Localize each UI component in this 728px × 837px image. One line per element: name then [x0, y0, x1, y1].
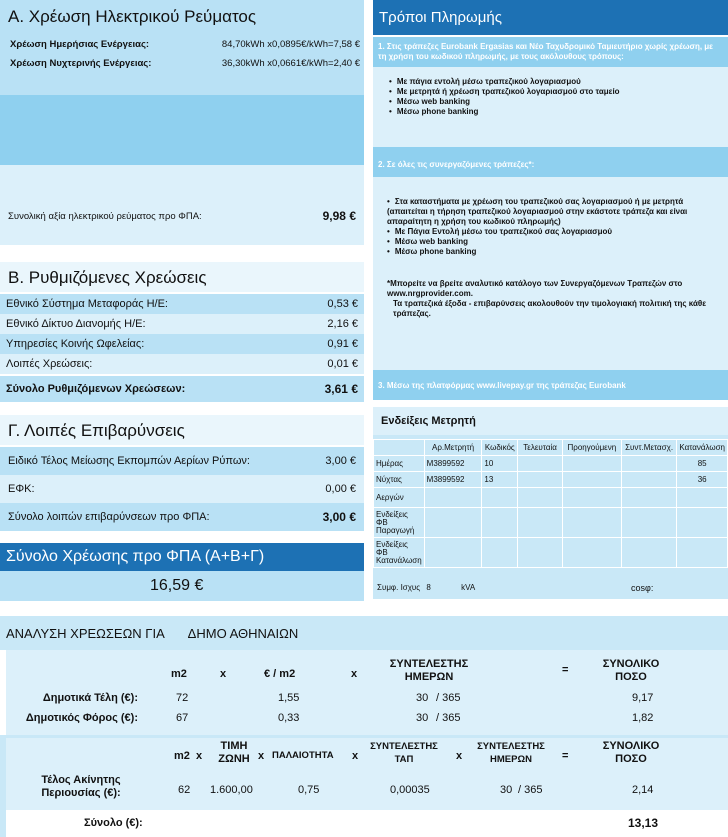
meter-consumption: 36 — [677, 472, 728, 488]
row-label: Ενδείξεις ΦΒ Παραγωγή — [374, 508, 425, 538]
row-eur: 1,55 — [278, 692, 300, 704]
other-charge-row — [0, 475, 364, 503]
sum-label: Σύνολο (€): — [84, 817, 143, 829]
row-label: Χρέωση Νυχτερινής Ενέργειας: — [10, 58, 152, 69]
regulated-row — [0, 314, 364, 334]
banks-note: *Μπορείτε να βρείτε αναλυτικό κατάλογο των Συνεργαζόμενων Τραπεζών στο www.nrgprovider.com. — [387, 279, 683, 298]
row-days: 30 — [500, 784, 513, 796]
row-value: 0,53 € — [327, 298, 358, 310]
row-total: 9,17 — [632, 692, 654, 704]
municipal-block-1-bg — [6, 650, 728, 735]
payment-option-2 — [373, 147, 728, 177]
total-value: 3,61 € — [324, 382, 358, 396]
regulated-row — [0, 354, 364, 374]
section-c-header — [0, 415, 364, 445]
meter-row-pv-production — [374, 508, 728, 538]
municipal-sum-row — [6, 810, 728, 837]
total-value: 9,98 € — [322, 209, 356, 223]
grand-total-box — [0, 571, 364, 601]
meter-consumption: 85 — [677, 456, 728, 472]
meter-number: M3899592 — [424, 472, 482, 488]
section-b-title: Β. Ρυθμιζόμενες Χρεώσεις — [8, 268, 207, 287]
hdr-times: x — [258, 750, 265, 762]
meter-previous — [562, 456, 621, 472]
payment-title: Τρόποι Πληρωμής — [379, 9, 502, 26]
fees-note: Τα τραπεζικά έξοδα - επιβαρύνσεις ακολουθούν την τιμολογιακή πολιτική της κάθε τράπεζας. — [393, 299, 706, 318]
hdr-times: x — [351, 668, 358, 680]
row-label: Χρέωση Ημερήσιας Ενέργειας: — [10, 39, 150, 50]
row-value: 36,30kWh x0,0661€/kWh=2,40 € — [221, 58, 360, 69]
hdr-times: x — [352, 750, 359, 762]
col-consumption: Κατανάλωση — [677, 440, 728, 456]
total-label: Σύνολο Ρυθμιζόμενων Χρεώσεων: — [6, 383, 186, 395]
row-days: 30 — [416, 692, 429, 704]
payment-list-2 — [373, 177, 728, 370]
cosphi-label: cosφ: — [631, 583, 654, 593]
energy-row-night — [10, 58, 360, 69]
list-item: • Μέσω phone banking — [387, 247, 722, 257]
section-b — [0, 262, 364, 402]
hdr-eur-m2: € / m2 — [264, 668, 296, 680]
payment-panel — [373, 0, 728, 400]
hdr-total: ΣΥΝΟΛΙΚΟ ΠΟΣΟ — [602, 658, 660, 683]
meter-row-pv-consumption — [374, 538, 728, 568]
meter-coef — [621, 456, 677, 472]
meter-number: M3899592 — [424, 456, 482, 472]
row-label: Εθνικό Σύστημα Μεταφοράς Η/Ε: — [6, 298, 168, 310]
section-c — [0, 415, 364, 535]
hdr-times: x — [196, 750, 203, 762]
row-label: Νύχτας — [374, 472, 425, 488]
hdr-days-coef: ΣΥΝΤΕΛΕΣΤΗΣ ΗΜΕΡΩΝ — [389, 658, 469, 683]
row-value: 0,91 € — [327, 338, 358, 350]
meter-code: 13 — [482, 472, 518, 488]
other-charge-total-row — [0, 503, 364, 531]
power-value: 8 — [426, 583, 431, 592]
row-value: 0,01 € — [327, 358, 358, 370]
row-label: Ενδείξεις ΦΒ Κατανάλωση — [374, 538, 425, 568]
payment-option-3-text: 3. Μέσω της πλατφόρμας www.livepay.gr της τράπεζας Eurobank — [378, 381, 626, 390]
meter-row-night — [374, 472, 728, 488]
row-label: Ειδικό Τέλος Μείωσης Εκπομπών Αερίων Ρύπων: — [8, 455, 250, 467]
row-divisor: / 365 — [436, 692, 461, 704]
row-label: ΕΦΚ: — [8, 483, 35, 495]
list-item: • Μέσω web banking — [387, 237, 722, 247]
row-eur: 0,33 — [278, 712, 300, 724]
power-label: Συμφ. Ισχυς — [377, 583, 421, 592]
hdr-total: ΣΥΝΟΛΙΚΟ ΠΟΣΟ — [602, 740, 660, 765]
row-label: Λοιπές Χρεώσεις: — [6, 358, 93, 370]
hdr-tap-coef: ΣΥΝΤΕΛΕΣΤΗΣ ΤΑΠ — [370, 741, 438, 765]
other-charge-row — [0, 447, 364, 475]
power-unit: kVA — [461, 583, 476, 592]
list-item: • Με Πάγια Εντολή μέσω του τραπεζικού σας λογαριασμού — [387, 227, 722, 237]
list-item: • Με μετρητά ή χρέωση τραπεζικού λογαριασμού στο ταμείο — [389, 87, 728, 97]
energy-total-row — [8, 209, 356, 223]
regulated-row — [0, 294, 364, 314]
meter-previous — [562, 472, 621, 488]
row-label: Εθνικό Δίκτυο Διανομής Η/Ε: — [6, 318, 146, 330]
meter-last — [518, 472, 563, 488]
municipal-title-text: ΑΝΑΛΥΣΗ ΧΡΕΩΣΕΩΝ ΓΙΑ — [6, 626, 165, 641]
hdr-age: ΠΑΛΑΙΟΤΗΤΑ — [272, 750, 334, 761]
total-label: Σύνολο λοιπών επιβαρύνσεων προ ΦΠΑ: — [8, 511, 210, 523]
meter-header — [373, 407, 728, 435]
section-b-header — [0, 262, 364, 292]
section-a-total-band — [0, 165, 364, 245]
grand-total-value: 16,59 € — [150, 577, 204, 594]
payment-option-3 — [373, 370, 728, 400]
payment-option-1-text: 1. Στις τράπεζες Eurobank Ergasias και Νέο Ταχυδρομικό Ταμιευτήριο χωρίς χρέωση, με τη χρήση του κωδικού πληρωμής, με τους ακόλουθους τρόπους: — [378, 42, 713, 61]
municipal-panel — [0, 616, 728, 837]
row-divisor: / 365 — [436, 712, 461, 724]
energy-row-day — [10, 39, 360, 50]
row-divisor: / 365 — [518, 784, 543, 796]
row-label: Τέλος Ακίνητης Περιουσίας (€): — [41, 774, 121, 799]
meter-panel — [373, 407, 728, 599]
hdr-m2: m2 — [174, 750, 190, 762]
row-value: 3,00 € — [325, 455, 356, 467]
row-zone-price: 1.600,00 — [210, 784, 253, 796]
row-label: Δημοτικά Τέλη (€): — [42, 692, 138, 704]
col-previous: Προηγούμενη — [562, 440, 621, 456]
meter-corner — [374, 440, 425, 456]
col-code: Κωδικός — [482, 440, 518, 456]
row-label: Αεργών — [374, 488, 425, 508]
meter-row-day — [374, 456, 728, 472]
col-last: Τελευταία — [518, 440, 563, 456]
payment-option-2-text: 2. Σε όλες τις συνεργαζόμενες τράπεζες*: — [378, 160, 535, 169]
regulated-row — [0, 334, 364, 354]
row-total: 1,82 — [632, 712, 654, 724]
row-m2: 67 — [176, 712, 189, 724]
sum-value: 13,13 — [628, 816, 659, 830]
municipal-block-2 — [6, 738, 728, 837]
hdr-times: x — [456, 750, 463, 762]
municipality-name: ΔΗΜΟ ΑΘΗΝΑΙΩΝ — [187, 626, 299, 641]
total-value: 3,00 € — [322, 510, 356, 524]
list-item: • Με πάγια εντολή μέσω τραπεζικού λογαριασμού — [389, 77, 728, 87]
hdr-m2: m2 — [171, 668, 187, 680]
regulated-total-row — [0, 376, 364, 402]
row-label: Δημοτικός Φόρος (€): — [25, 712, 138, 724]
meter-last — [518, 456, 563, 472]
row-value: 84,70kWh x0,0895€/kWh=7,58 € — [221, 39, 360, 50]
municipal-title — [6, 626, 298, 641]
list-item: • Μέσω phone banking — [389, 107, 728, 117]
list-item: • Στα καταστήματα με χρέωση του τραπεζικού σας λογαριασμού ή με μετρητά (απαιτείται η τήρηση τραπεζικού λογαριασμού στην εκάστοτε τράπεζα και είναι απαραίτητη η χρήση του κωδικού πληρωμής) — [387, 197, 722, 227]
grand-total-title: Σύνολο Χρέωσης προ ΦΠΑ (Α+Β+Γ) — [6, 548, 265, 565]
grand-total-header — [0, 543, 364, 571]
row-m2: 62 — [178, 784, 191, 796]
col-meter-number: Αρ.Μετρητή — [424, 440, 482, 456]
meter-code: 10 — [482, 456, 518, 472]
hdr-equals: = — [562, 750, 569, 762]
row-value: 2,16 € — [327, 318, 358, 330]
row-m2: 72 — [176, 692, 189, 704]
hdr-equals: = — [562, 664, 569, 676]
col-coef: Συντ.Μετασχ. — [621, 440, 677, 456]
row-tap: 0,00035 — [390, 784, 430, 796]
meter-row-reactive — [374, 488, 728, 508]
row-days: 30 — [416, 712, 429, 724]
meter-coef — [621, 472, 677, 488]
section-a-band — [0, 95, 364, 165]
payment-header — [373, 0, 728, 35]
row-label: Υπηρεσίες Κοινής Ωφελείας: — [6, 338, 145, 350]
payment-list-1 — [373, 67, 728, 147]
row-age: 0,75 — [298, 784, 320, 796]
row-value: 0,00 € — [325, 483, 356, 495]
total-label: Συνολική αξία ηλεκτρικού ρεύματος προ ΦΠΑ: — [8, 210, 202, 222]
list-item: • Μέσω web banking — [389, 97, 728, 107]
hdr-zone-price: ΤΙΜΗ ΖΩΝΗ — [218, 740, 250, 765]
meter-table — [373, 439, 728, 568]
contracted-power — [377, 583, 475, 592]
meter-title: Ενδείξεις Μετρητή — [381, 415, 476, 427]
hdr-days-coef: ΣΥΝΤΕΛΕΣΤΗΣ ΗΜΕΡΩΝ — [477, 741, 545, 765]
payment-option-1 — [373, 37, 728, 67]
meter-header-row — [374, 440, 728, 456]
row-label: Ημέρας — [374, 456, 425, 472]
hdr-times: x — [220, 668, 227, 680]
section-a-title: Α. Χρέωση Ηλεκτρικού Ρεύματος — [8, 7, 257, 26]
section-a — [0, 0, 364, 245]
row-total: 2,14 — [632, 784, 654, 796]
section-c-title: Γ. Λοιπές Επιβαρύνσεις — [8, 421, 185, 440]
